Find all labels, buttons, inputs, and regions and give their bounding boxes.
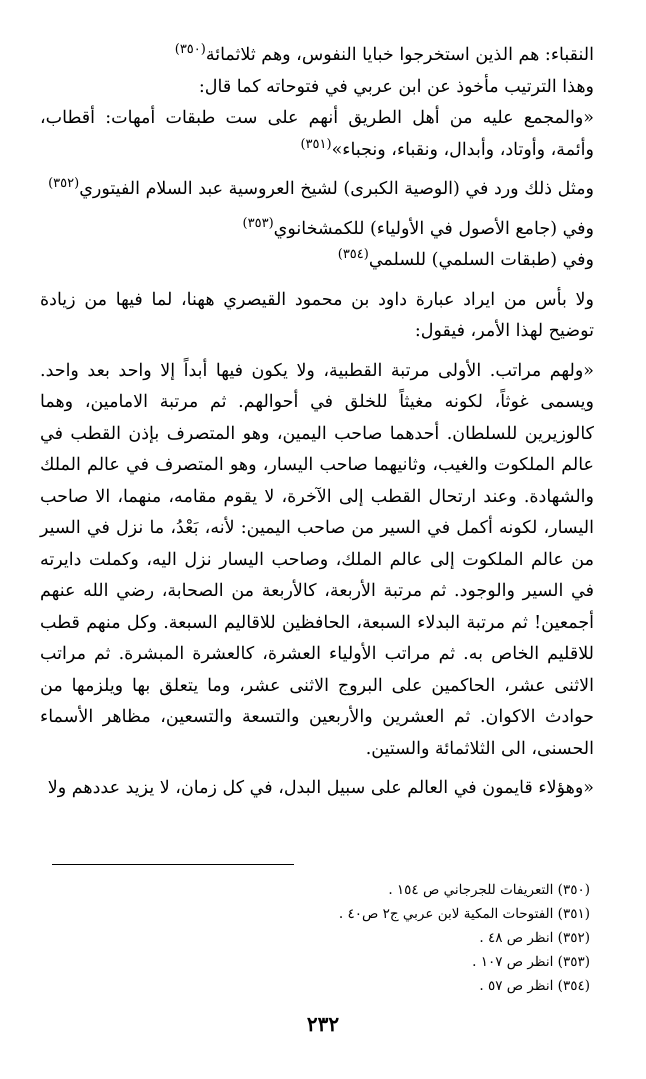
paragraph-text: وهذا الترتيب مأخوذ عن ابن عربي في فتوحاته كما قال: bbox=[198, 76, 594, 97]
paragraph-text: وفي (طبقات السلمي) للسلمي bbox=[368, 250, 594, 270]
paragraph-text: ومثل ذلك ورد في (الوصية الكبرى) لشيخ العروسية عبد السلام الفيتوري bbox=[79, 179, 594, 199]
footnote-item: (٣٥٢) انظر ص ٤٨ . bbox=[479, 930, 590, 946]
footnote-reference: (٣٥٤) bbox=[337, 247, 369, 263]
paragraph-text: «وهؤلاء قايمون في العالم على سبيل البدل، في كل زمان، لا يزيد عددهم ولا bbox=[47, 778, 594, 798]
footnotes-list bbox=[294, 878, 590, 998]
paragraph-text: وفي (جامع الأصول في الأولياء) للكمشخانوي bbox=[273, 218, 594, 239]
main-text bbox=[40, 40, 594, 805]
paragraph bbox=[40, 245, 594, 277]
footnote-item: (٣٥٤) انظر ص ٥٧ . bbox=[479, 978, 590, 994]
paragraph-text: «ولهم مراتب. الأولى مرتبة القطبية، ولا يكون فيها أبداً إلا واحد بعد واحد. ويسمى غوثاً، لكونه مغيثاً للخلق في أحوالهم. ثم مرتبة الامامين، وهما كالوزيرين للسلطان. أحدهما صاحب اليمين، وهو المتصرف بإذن القطب في عالم الملكوت والغيب، وثانيهما صاحب اليسار، وهو المتصرف في عالم الملك والشهادة. وعند ارتحال القطب إلى الآخرة، لا يقوم مقامه، منهما، الا صاحب اليسار، لكونه أكمل في السير من صاحب اليمين: لأنه، بَعْدُ، ما نزل في السير من عالم الملكوت إلى عالم الملك، وصاحب اليسار نزل اليه، وكملت دايرته في السير والوجود. ثم مرتبة الأربعة، كالأربعة من الصحابة، رضي الله عنهم أجمعين! ثم مرتبة البدلاء السبعة، الحافظين للاقاليم السبعة. وكل منهم قطب للاقليم الخاص به. ثم مراتب الأولياء العشرة، كالعشرة المبشرة. ثم مراتب الاثنى عشر، الحاكمين على البروج الاثنى عشر، وما يتعلق بها ويلزمها من حوادث الاكوان. ثم العشرين والأربعين والتسعة والتسعين، مظاهر الأسماء الحسنى، الى الثلاثمائة والستين. bbox=[40, 360, 594, 759]
footnote-reference: (٣٥٢) bbox=[48, 176, 80, 192]
paragraph bbox=[40, 174, 594, 206]
footnote-item: (٣٥٣) انظر ص ١٠٧ . bbox=[472, 954, 590, 970]
paragraph-text: النقباء: هم الذين استخرجوا خبايا النفوس، وهم ثلاثمائة bbox=[205, 45, 594, 65]
footnote-item: (٣٥١) الفتوحات المكية لابن عربي ج٢ ص٤٠ . bbox=[338, 906, 590, 922]
paragraph bbox=[40, 214, 594, 246]
paragraph-text: «والمجمع عليه من أهل الطريق أنهم على ست طبقات أمهات: أقطاب، وأئمة، وأوتاد، وأبدال، ونقباء، ونجباء» bbox=[40, 108, 594, 160]
footnote-reference: (٣٥٣) bbox=[242, 215, 274, 231]
footnote-item: (٣٥٠) التعريفات للجرجاني ص ١٥٤ . bbox=[388, 882, 590, 898]
paragraph-text: ولا بأس من ايراد عبارة داود بن محمود القيصري ههنا، لما فيها من زيادة توضيح لهذا الأمر، فيقول: bbox=[40, 289, 594, 341]
paragraph bbox=[40, 773, 594, 805]
paragraph bbox=[40, 285, 594, 348]
footnote-separator bbox=[52, 864, 294, 865]
paragraph bbox=[40, 356, 594, 766]
page-number: ٢٣٢ bbox=[306, 1012, 340, 1036]
paragraph bbox=[40, 40, 594, 72]
paragraph bbox=[40, 103, 594, 166]
paragraph bbox=[40, 72, 594, 104]
footnote-reference: (٣٥٠) bbox=[174, 42, 206, 58]
footnote-reference: (٣٥١) bbox=[300, 136, 332, 152]
